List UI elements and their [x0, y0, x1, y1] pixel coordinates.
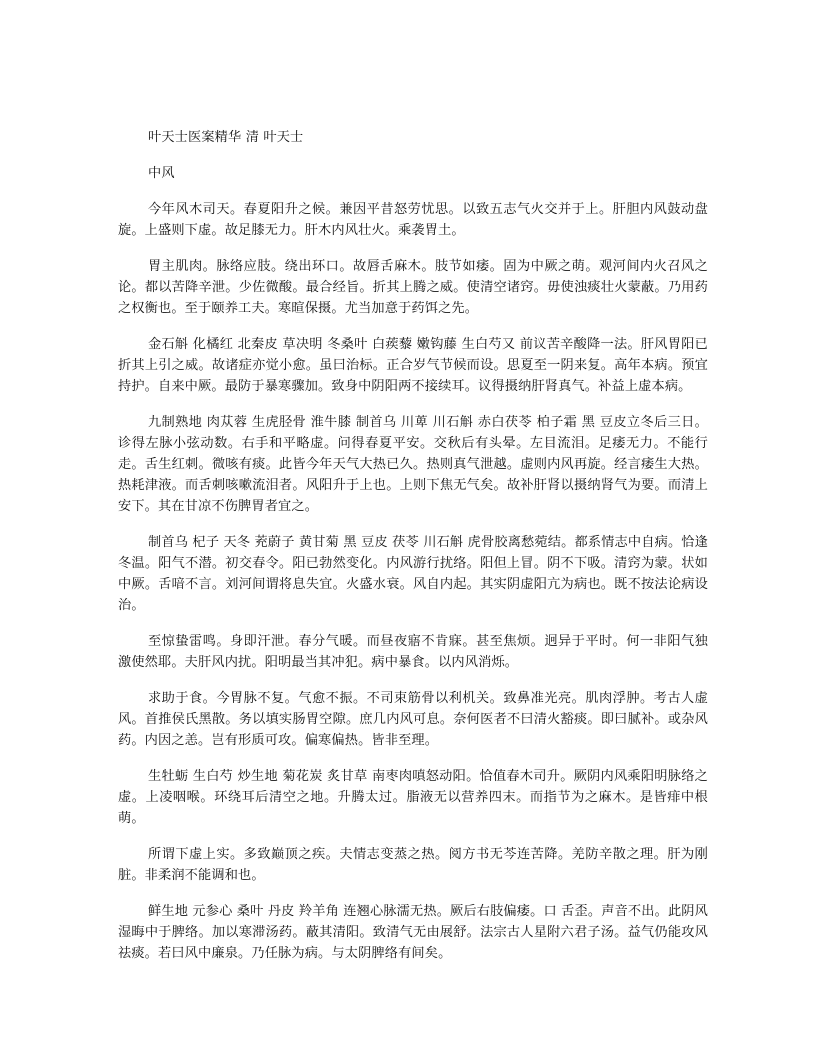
paragraph-5: 制首乌 杞子 天冬 茺蔚子 黄甘菊 黑 豆皮 茯苓 川石斛 虎骨胶离愁菀结。都系情志中自病。恰逢冬温。阳气不潜。初交春令。阳已勃然变化。内风游行扰络。阳但上冒。阴不下吸。清窍为蒙。状如中厥。舌喑不言。刘河间谓将息失宜。火盛水衰。风自内起。其实阴虚阳亢为病也。既不按法论病设治。 — [118, 535, 708, 613]
paragraph-2: 胃主肌肉。脉络应肢。绕出环口。故唇舌麻木。肢节如痿。固为中厥之萌。观河间内火召风之论。都以苦降辛泄。少佐微酸。最合经旨。折其上腾之威。使清空诸窍。毋使浊痰壮火蒙蔽。乃用药之权衡也。至于颐养工夫。寒暄保摄。尤当加意于药饵之先。 — [118, 259, 708, 316]
paragraph-1: 今年风木司天。春夏阳升之候。兼因平昔怒劳忧思。以致五志气火交并于上。肝胆内风鼓动盘旋。上盛则下虚。故足膝无力。肝木内风壮火。乘袭胃土。 — [118, 202, 708, 238]
document-title: 叶天士医案精华 清 叶天士 — [148, 130, 304, 145]
paragraph-7: 求助于食。今胃脉不复。气愈不振。不司束筋骨以利机关。致鼻准光亮。肌肉浮肿。考古人虚风。首推侯氏黑散。务以填实肠胃空隙。庶几内风可息。奈何医者不曰清火豁痰。即曰腻补。或杂风药。内因之恙。岂有形质可攻。偏寒偏热。皆非至理。 — [118, 691, 708, 748]
paragraph-8: 生牡蛎 生白芍 炒生地 菊花炭 炙甘草 南枣肉嗔怒动阳。恰值春木司升。厥阴内风乘阳明脉络之虚。上凌咽喉。环绕耳后清空之地。升腾太过。脂液无以营养四末。而指节为之麻木。是皆痱中根萌。 — [118, 769, 708, 826]
document-body — [118, 127, 708, 979]
paragraph-4: 九制熟地 肉苁蓉 生虎胫骨 淮牛膝 制首乌 川萆 川石斛 赤白茯苓 柏子霜 黑 豆皮立冬后三日。诊得左脉小弦动数。右手和平略虚。问得春夏平安。交秋后有头晕。左目流泪。足痿无力。不能行走。舌生红刺。微咳有痰。此皆今年天气大热已久。热则真气泄越。虚则内风再旋。经言痿生大热。热耗津液。而舌刺咳嗽流泪者。风阳升于上也。上则下焦无气矣。故补肝肾以摄纳肾气为要。而清上安下。其在甘凉不伤脾胃者宜之。 — [118, 415, 708, 514]
paragraph-3: 金石斛 化橘红 北秦皮 草决明 冬桑叶 白蒺藜 嫩钩藤 生白芍又 前议苦辛酸降一法。肝风胃阳已折其上引之威。故诸症亦觉小愈。虽曰治标。正合岁气节候而设。思夏至一阴来复。高年本病。预宜持护。自来中厥。最防于暴寒骤加。致身中阴阳两不接续耳。议得摄纳肝肾真气。补益上虚本病。 — [118, 337, 708, 394]
paragraph-6: 至惊蛰雷鸣。身即汗泄。春分气暖。而昼夜寤不肯寐。甚至焦烦。迥异于平时。何一非阳气独激使然耶。夫肝风内扰。阳明最当其冲犯。病中暴食。以内风消烁。 — [118, 634, 708, 670]
paragraph-10: 鲜生地 元参心 桑叶 丹皮 羚羊角 连翘心脉濡无热。厥后右肢偏痿。口 舌歪。声音不出。此阴风湿晦中于脾络。加以寒滞汤药。蔽其清阳。致清气无由展舒。法宗古人星附六君子汤。益气仍能攻风祛痰。若曰风中廉泉。乃任脉为病。与太阴脾络有间矣。 — [118, 904, 708, 961]
section-heading: 中风 — [148, 166, 175, 181]
paragraph-9: 所谓下虚上实。多致巅顶之疾。夫情志变蒸之热。阅方书无芩连苦降。羌防辛散之理。肝为刚脏。非柔润不能调和也。 — [118, 847, 708, 883]
